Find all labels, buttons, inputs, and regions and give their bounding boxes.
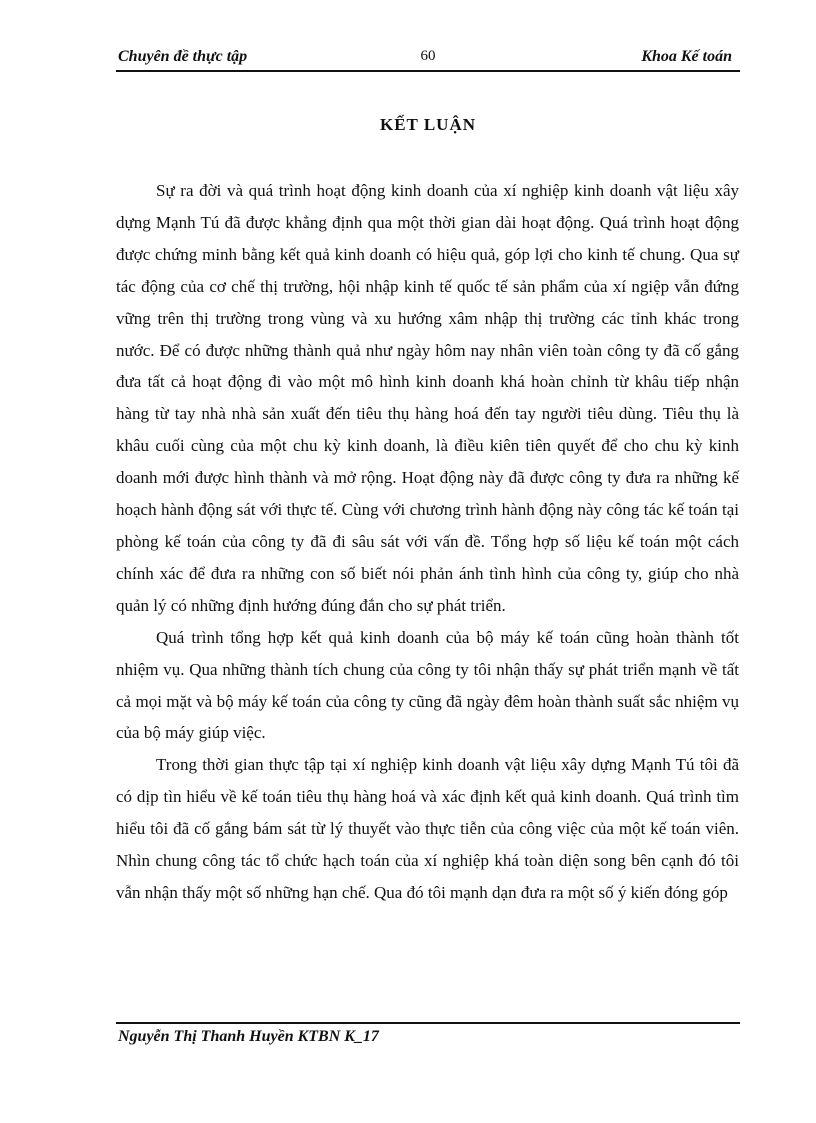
page-number: 60 (420, 48, 436, 64)
header-subject: Chuyên đề thực tập (118, 48, 248, 65)
paragraph-1: Sự ra đời và quá trình hoạt động kinh doanh của xí nghiệp kinh doanh vật liệu xây dựng Mạnh Tú đã được khẳng định qua một thời gian dài hoạt động. Quá trình hoạt động được chứng minh bằng kết quả kinh doanh có hiệu quả, góp lợi cho kinh tế chung. Qua sự tác động của cơ chế thị trường, hội nhập kinh tế quốc tế sản phẩm của xí ngiệp vẫn đứng vững trên thị trường trong vùng và xu hướng xâm nhập thị trường các tỉnh khác trong nước. Để có được những thành quả như ngày hôm nay nhân viên toàn công ty đã cố gắng đưa tất cả hoạt động đi vào một mô hình kinh doanh khá hoàn chỉnh từ khâu tiếp nhận hàng từ tay nhà nhà sản xuất đến tiêu thụ hàng hoá đến tay người tiêu dùng. Tiêu thụ là khâu cuối cùng của một chu kỳ kinh doanh, là điều kiên tiên quyết để cho chu kỳ kinh doanh mới được hình thành và mở rộng. Hoạt động này đã được công ty đưa ra những kế hoạch hành động sát với thực tế. Cùng với chương trình hành động này công tác kế toán tại phòng kế toán của công ty đã đi sâu sát với vấn đề. Tổng hợp số liệu kế toán một cách chính xác để đưa ra những con số biết nói phản ánh tình hình của công ty, giúp cho nhà quản lý có những định hướng đúng đắn cho sự phát triển. (116, 181, 739, 615)
page-footer (116, 1022, 740, 1046)
section-title: KẾT LUẬN (379, 115, 476, 134)
paragraph-3: Trong thời gian thực tập tại xí nghiệp kinh doanh vật liệu xây dựng Mạnh Tú tôi đã có dịp tìn hiểu về kế toán tiêu thụ hàng hoá và xác định kết quả kinh doanh. Quá trình tìm hiểu tôi đã cố gắng bám sát từ lý thuyết vào thực tiễn của công việc của một kế toán viên. Nhìn chung công tác tổ chức hạch toán của xí nghiệp khá toàn diện song bên cạnh đó tôi vẫn nhận thấy một số những hạn chế. Qua đó tôi mạnh dạn đưa ra một số ý kiến đóng góp (116, 755, 739, 902)
page-header (116, 46, 740, 72)
header-department: Khoa Kế toán (641, 48, 732, 65)
footer-author: Nguyễn Thị Thanh Huyền KTBN K_17 (118, 1028, 379, 1045)
body-text (116, 175, 739, 909)
paragraph-2: Quá trình tổng hợp kết quả kinh doanh của bộ máy kế toán cũng hoàn thành tốt nhiệm vụ. Qua những thành tích chung của công ty tôi nhận thấy sự phát triển mạnh về tất cả mọi mặt và bộ máy kế toán của công ty cũng đã ngày đêm hoàn thành suất sắc nhiệm vụ của bộ máy giúp việc. (116, 627, 739, 743)
